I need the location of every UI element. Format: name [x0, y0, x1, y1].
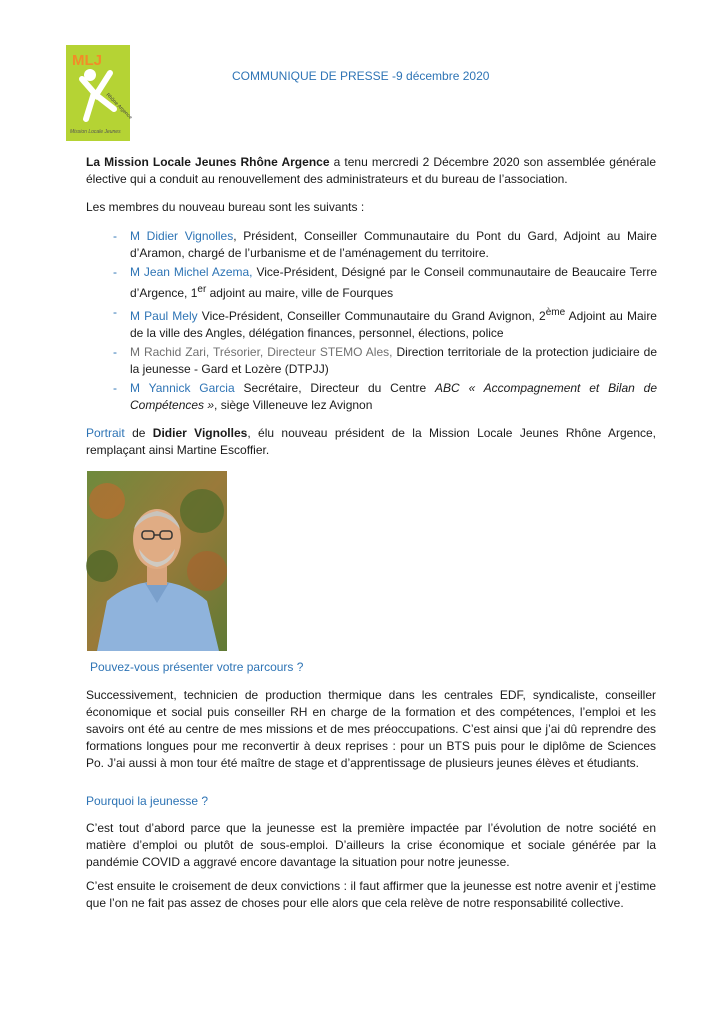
answer-jeunesse-1: C’est tout d’abord parce que la jeunesse est la première impactée par l’évolution de notre société en matière d’emploi ou plutôt de sous-emploi. D’ailleurs la crise économique et sociale générée par la pandémie COVID a aggravé encore davantage la situation pour notre jeunesse.	[86, 821, 656, 869]
intro-text: a tenu mercredi 2 Décembre 2020 son assemblée générale élective qui a conduit au renouvellement des administrateurs et du bureau de l’association.	[86, 155, 656, 186]
question-parcours: Pouvez-vous présenter votre parcours ?	[90, 660, 304, 674]
member-sup: ème	[545, 307, 566, 318]
list-dash: -	[113, 305, 117, 319]
members-intro: Les membres du nouveau bureau sont les suivants :	[86, 200, 365, 214]
member-text: Secrétaire, Directeur du Centre	[234, 381, 436, 395]
member-italic: ABC « Accompagnement et Bilan de Compétences »	[130, 381, 657, 412]
answer-jeunesse-2: C’est ensuite le croisement de deux convictions : il faut affirmer que la jeunesse est notre avenir et j’estime que l’on ne fait pas assez de choses pour elle alors que cela relève de notre responsabilité collective.	[86, 879, 656, 910]
member-text: , Président, Conseiller Communautaire du Pont du Gard, Adjoint au Maire d’Aramon, chargé de l’urbanisme et de l’aménagement du territoire.	[130, 229, 657, 260]
member-name: M Jean Michel Azema,	[130, 265, 253, 279]
portrait-name: Didier Vignolles	[152, 426, 248, 440]
member-sup: er	[197, 284, 207, 295]
member-text2: Adjoint au Maire de la ville des Angles, délégation finances, personnel, élections, police	[130, 309, 657, 340]
answer-parcours: Successivement, technicien de production thermique dans les centrales EDF, syndicaliste, conseiller économique et social puis conseiller RH en charge de la formation et des compétences, l’emploi et les savoirs ont été au centre de mes missions et de mes préoccupations. C’est ainsi que j’ai dû reprendre des formations longues pour me reconvertir à deux reprises : pour un BTS puis pour le diplôme de Sciences Po. J’ai aussi à mon tour été maître de stage et d’apprentissage de plusieurs jeunes élèves et étudiants.	[86, 688, 656, 770]
question-jeunesse: Pourquoi la jeunesse ?	[86, 794, 209, 808]
member-item	[113, 380, 657, 414]
member-item	[113, 228, 657, 262]
member-name: M Yannick Garcia	[130, 381, 235, 395]
list-dash: -	[113, 229, 117, 243]
portrait-label: Portrait	[86, 426, 125, 440]
portrait-text: , élu nouveau président de la Mission Locale Jeunes Rhône Argence, remplaçant ainsi Martine Escoffier.	[86, 426, 657, 457]
member-name: M Rachid Zari, Trésorier, Directeur STEMO Ales,	[130, 345, 393, 359]
press-release-title: COMMUNIQUE DE PRESSE -9 décembre 2020	[232, 69, 490, 83]
member-name: M Paul Mely	[130, 309, 198, 323]
member-text2: , siège Villeneuve lez Avignon	[214, 398, 373, 412]
member-item	[113, 264, 657, 302]
member-text2: adjoint au maire, ville de Fourques	[206, 286, 394, 300]
member-name: M Didier Vignolles	[130, 229, 234, 243]
member-text: Direction territoriale de la protection judiciaire de la jeunesse - Gard et Lozère (DTPJJ)	[130, 345, 657, 376]
intro-paragraph	[86, 154, 656, 188]
portrait-photo	[87, 471, 227, 651]
logo	[66, 45, 134, 141]
members-list	[113, 228, 657, 414]
list-dash: -	[113, 265, 117, 279]
list-dash: -	[113, 345, 117, 359]
member-item	[113, 304, 657, 342]
member-text: Vice-Président, Désigné par le Conseil communautaire de Beaucaire Terre d’Argence, 1	[130, 265, 657, 300]
org-name: La Mission Locale Jeunes Rhône Argence	[86, 155, 330, 169]
member-text: Vice-Président, Conseiller Communautaire du Grand Avignon, 2	[197, 309, 546, 323]
logo-subtitle: Rhône Argence	[104, 92, 134, 121]
logo-text: MLJ	[72, 52, 102, 69]
portrait-de: de	[124, 426, 153, 440]
logo-footer: Mission Locale Jeunes	[70, 129, 121, 135]
portrait-paragraph	[86, 425, 656, 459]
member-item	[113, 344, 657, 378]
list-dash: -	[113, 381, 117, 395]
